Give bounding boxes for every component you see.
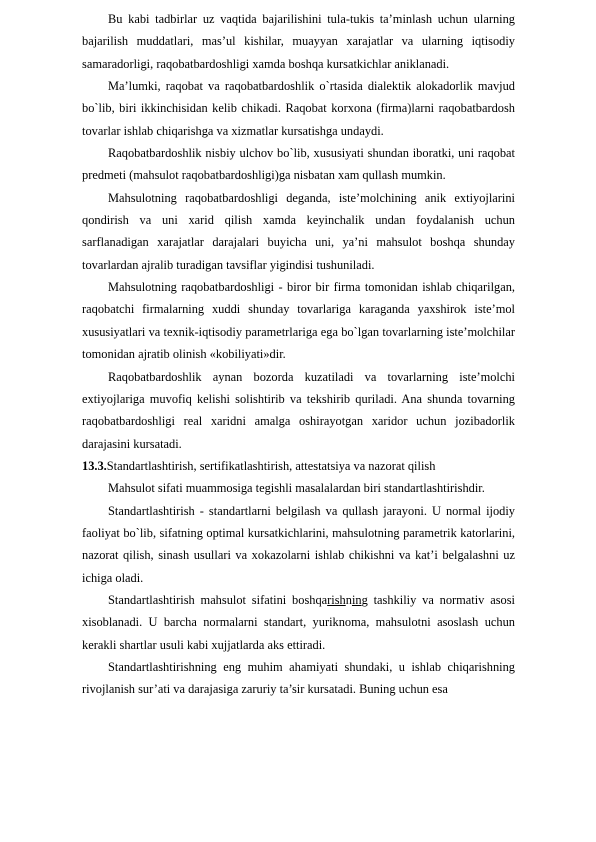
- paragraph-8: Standartlashtirish - standartlarni belgilash va qullash jarayoni. U normal ijodiy faoliyat bo`lib, sifatning optimal kursatkichlarini, mahsulotning parametrik katorlarini, nazorat qilish, sinash usullari va xokazolarni ishlab chikishni va kat’i belgalashni uz ichiga oladi.: [82, 503, 515, 585]
- paragraph-3: Raqobatbardoshlik nisbiy ulchov bo`lib, xususiyati shundan iboratki, uni raqobat predmeti (mahsulot raqobatbardoshligi)ga nisbatan xam qullash mumkin.: [82, 146, 515, 183]
- paragraph-9-middle: n: [345, 592, 352, 607]
- underlined-fragment-2: in: [351, 592, 362, 607]
- paragraph-9: [82, 589, 515, 656]
- paragraph-1: Bu kabi tadbirlar uz vaqtida bajarilishini tula-tukis ta’minlash uchun ularning bajarilish muddatlari, mas’ul kishilar, muayyan xarajatlar va ularning iqtisodiy samaradorligi, raqobatbardoshligi xamda boshqa kursatkichlar aniklanadi.: [82, 12, 515, 71]
- paragraph-9-end: g tashkiliy va normativ asosi xisoblanadi. U barcha normalarni standart, yuriknoma, mahsulotni asoslash uchun kerakli shartlar usuli kabi xujjatlarda aks ettiradi.: [82, 592, 515, 652]
- section-heading: [82, 455, 515, 477]
- section-title: Standartlashtirish, sertifikatlashtirish, attestatsiya va nazorat qilish: [106, 458, 436, 473]
- paragraph-6: Raqobatbardoshlik aynan bozorda kuzatiladi va tovarlarning iste’molchi extiyojlariga muvofiq kelishi solishtirib va tekshirib quriladi. Ana shunda tovarning raqobatbardoshligi real xaridni amalga oshirayotgan xaridor uchun jozibadorlik darajasini kursatadi.: [82, 369, 515, 451]
- paragraph-7: Mahsulot sifati muammosiga tegishli masalalardan biri standartlashtirishdir.: [108, 481, 485, 496]
- document-body: [82, 8, 515, 701]
- paragraph-9-start: Standartlashtirish mahsulot sifatini boshqa: [108, 592, 328, 607]
- paragraph-4: Mahsulotning raqobatbardoshligi deganda, iste’molchining anik extiyojlarini qondirish va uni xarid qilish xamda keyinchalik undan foydalanish uchun sarflanadigan xarajatlar darajalari buyicha uni, ya’ni mahsulot boshqa shunday tovarlardan ajralib turadigan tavsiflar yigindisi tushuniladi.: [82, 190, 515, 272]
- paragraph-2: Ma’lumki, raqobat va raqobatbardoshlik o`rtasida dialektik alokadorlik mavjud bo`lib, biri ikkinchisidan kelib chikadi. Raqobat korxona (firma)larni raqobatbardosh tovarlar ishlab chiqarishga va xizmatlar kursatishga undaydi.: [82, 79, 515, 138]
- paragraph-5: Mahsulotning raqobatbardoshligi - biror bir firma tomonidan ishlab chiqarilgan, raqobatchi firmalarning xuddi shunday tovarlariga karaganda yaxshirok iste’mol xususiyatlari va texnik-iqtisodiy parametrlariga ega bo`lgan tovarlarning iste’molchilar tomonidan ajratib olinish «kobiliyati»dir.: [82, 280, 515, 362]
- paragraph-10: Standartlashtirishning eng muhim ahamiyati shundaki, u ishlab chiqarishning rivojlanish sur’ati va darajasiga zaruriy ta’sir kursatadi. Buning uchun esa: [82, 659, 515, 697]
- section-number: 13.3.: [82, 458, 107, 473]
- underlined-fragment-1: rish: [327, 592, 346, 607]
